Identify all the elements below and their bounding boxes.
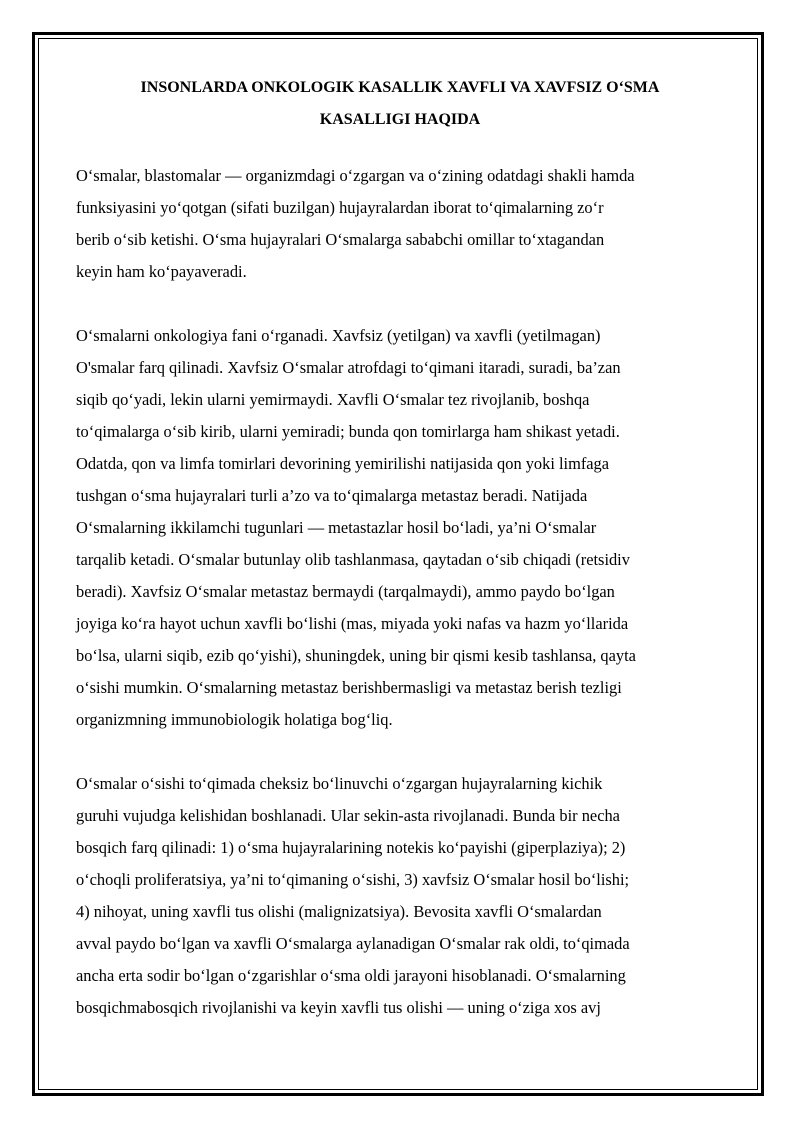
paragraph-3: O‘smalar o‘sishi to‘qimada cheksiz bo‘linuvchi o‘zgargan hujayralarning kichik guruhi vujudga kelishidan boshlanadi. Ular sekin-asta rivojlanadi. Bunda bir necha bosqich farq qilinadi: 1) o‘sma hujayralarining notekis ko‘payishi (giperplaziya); 2) o‘choqli proliferatsiya, ya’ni to‘qimaning o‘sishi, 3) xavfsiz O‘smalar hosil bo‘lishi; 4) nihoyat, uning xavfli tus olishi (malignizatsiya). Bevosita xavfli O‘smalardan avval paydo bo‘lgan va xavfli O‘smalarga aylanadigan O‘smalar rak oldi, to‘qimada ancha erta sodir bo‘lgan o‘zgarishlar o‘sma oldi jarayoni hisoblanadi. O‘smalarning bosqichmabosqich rivojlanishi va keyin xavfli tus olishi — uning o‘ziga xos avj [76,774,630,1017]
document-body [76,72,724,1056]
paragraph-1: O‘smalar, blastomalar — organizmdagi o‘zgargan va o‘zining odatdagi shakli hamda funksiyasini yo‘qotgan (sifati buzilgan) hujayralardan iborat to‘qimalarning zo‘r berib o‘sib ketishi. O‘sma hujayralari O‘smalarga sababchi omillar to‘xtagandan keyin ham ko‘payaveradi. [76,166,635,281]
document-title: INSONLARDA ONKOLOGIK KASALLIK XAVFLI VA XAVFSIZ O‘SMA KASALLIGI HAQIDA [140,79,660,128]
paragraph-2: O‘smalarni onkologiya fani o‘rganadi. Xavfsiz (yetilgan) va xavfli (yetilmagan) O'smalar farq qilinadi. Xavfsiz O‘smalar atrofdagi to‘qimani itaradi, suradi, ba’zan siqib qo‘yadi, lekin ularni yemirmaydi. Xavfli O‘smalar tez rivojlanib, boshqa to‘qimalarga o‘sib kirib, ularni yemiradi; bunda qon tomirlarga ham shikast yetadi. Odatda, qon va limfa tomirlari devorining yemirilishi natijasida qon yoki limfaga tushgan o‘sma hujayralari turli a’zo va to‘qimalarga metastaz beradi. Natijada O‘smalarning ikkilamchi tugunlari — metastazlar hosil bo‘ladi, ya’ni O‘smalar tarqalib ketadi. O‘smalar butunlay olib tashlanmasa, qaytadan o‘sib chiqadi (retsidiv beradi). Xavfsiz O‘smalar metastaz bermaydi (tarqalmaydi), ammo paydo bo‘lgan joyiga ko‘ra hayot uchun xavfli bo‘lishi (mas, miyada yoki nafas va hazm yo‘llarida bo‘lsa, ularni siqib, ezib qo‘yishi), shuningdek, uning bir qismi kesib tashlansa, qayta o‘sishi mumkin. O‘smalarning metastaz berishbermasligi va metastaz berish tezligi organizmning immunobiologik holatiga bog‘liq. [76,326,636,729]
